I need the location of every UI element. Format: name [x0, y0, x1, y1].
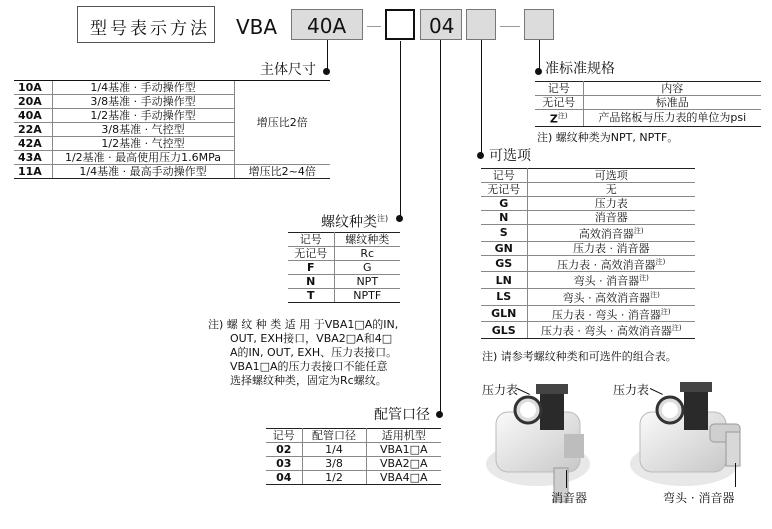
- table-header-row: [288, 233, 400, 247]
- table-row: [481, 197, 695, 211]
- note-mark: 注): [660, 307, 671, 316]
- table-row: [481, 225, 695, 242]
- size-code-cell: 43A: [14, 151, 52, 165]
- table-row: [288, 247, 400, 261]
- thread-code: F: [288, 261, 334, 275]
- table-row: [481, 183, 695, 197]
- size-desc-cell: 1/4基准 · 手动操作型: [52, 81, 234, 95]
- option-text-cell: [527, 288, 695, 305]
- option-text: 弯头 · 高效消音器: [562, 291, 651, 305]
- option-code: S: [481, 225, 527, 242]
- left-gauge-label: 压力表: [482, 383, 519, 397]
- connector-dot-port: [436, 411, 443, 418]
- port-code: 04: [429, 14, 455, 38]
- note-line: 选择螺纹种类，固定为Rc螺纹。: [230, 374, 387, 387]
- thread-type: G: [334, 261, 400, 275]
- right-gauge-label: 压力表: [613, 383, 650, 397]
- thread-title: [321, 211, 388, 231]
- option-code: GS: [481, 255, 527, 272]
- thread-type: Rc: [334, 247, 400, 261]
- size-code: 40A: [307, 14, 347, 38]
- col-header: 可选项: [527, 169, 695, 183]
- size-code-cell: 22A: [14, 123, 52, 137]
- standard-code: 无记号: [535, 96, 583, 110]
- port-model: VBA2□A: [366, 457, 441, 471]
- connector-option: [481, 40, 482, 156]
- port-size: 3/8: [302, 457, 366, 471]
- thread-note: [208, 318, 408, 388]
- standard-title: 准标准规格: [545, 61, 615, 77]
- option-code: LN: [481, 272, 527, 289]
- connector-dot-thread: [396, 215, 403, 222]
- table-row: [266, 443, 441, 457]
- note-mark: 注): [633, 227, 644, 235]
- size-code-cell: 42A: [14, 137, 52, 151]
- note-line: A的IN, OUT, EXH、压力表接口。: [230, 346, 398, 359]
- connector-port: [440, 40, 441, 415]
- port-code: 03: [266, 457, 302, 471]
- standard-code-box: [524, 9, 554, 40]
- option-text-cell: [527, 305, 695, 322]
- standard-table: [535, 81, 761, 127]
- table-row: [481, 272, 695, 289]
- table-row: [481, 211, 695, 225]
- thread-code: N: [288, 275, 334, 289]
- col-header: 螺纹种类: [334, 233, 400, 247]
- size-code-cell: 10A: [14, 81, 52, 95]
- col-header: 内容: [583, 82, 761, 96]
- size-desc-cell: 1/4基准 · 最高手动操作型: [52, 165, 234, 179]
- option-code: GLS: [481, 322, 527, 339]
- option-text-cell: [527, 255, 695, 272]
- connector-thread: [400, 41, 401, 219]
- standard-code: Z: [549, 112, 558, 126]
- option-code-box: [466, 9, 496, 40]
- table-row: [481, 305, 695, 322]
- table-row: [14, 165, 330, 179]
- col-header: 适用机型: [366, 429, 441, 443]
- table-row: [14, 81, 330, 95]
- table-row: [288, 261, 400, 275]
- table-row: [481, 241, 695, 255]
- dash-2: [500, 26, 520, 27]
- connector-dot-option: [477, 152, 484, 159]
- table-row: [481, 288, 695, 305]
- option-code: GN: [481, 241, 527, 255]
- note-mark: 注): [671, 324, 682, 333]
- table-row: [266, 457, 441, 471]
- table-row: [535, 96, 761, 110]
- note-mark: 注): [650, 290, 660, 299]
- option-text: 压力表: [527, 197, 695, 211]
- dash-1: [367, 26, 381, 27]
- option-text: 消音器: [527, 211, 695, 225]
- thread-title-text: 螺纹种类: [321, 214, 377, 231]
- connector-dot-standard: [535, 68, 542, 75]
- port-model: VBA4□A: [366, 471, 441, 485]
- note-mark: 注): [639, 274, 649, 283]
- thread-table: [288, 232, 400, 303]
- table-row: [481, 255, 695, 272]
- thread-type: NPT: [334, 275, 400, 289]
- option-code: LS: [481, 288, 527, 305]
- size-code-cell: 20A: [14, 95, 52, 109]
- option-code: 无记号: [481, 183, 527, 197]
- option-text-cell: [527, 272, 695, 289]
- option-code: G: [481, 197, 527, 211]
- body-size-title: 主体尺寸: [260, 62, 316, 78]
- table-header-row: [266, 429, 441, 443]
- port-size: 1/4: [302, 443, 366, 457]
- option-text: 弯头 · 消音器: [573, 274, 640, 288]
- port-model: VBA1□A: [366, 443, 441, 457]
- option-code: GLN: [481, 305, 527, 322]
- option-text: 压力表 · 高效消音器: [557, 258, 656, 272]
- size-desc-cell: 3/8基准 · 手动操作型: [52, 95, 234, 109]
- col-header: 记号: [481, 169, 527, 183]
- option-text: 无: [527, 183, 695, 197]
- port-code: 02: [266, 443, 302, 457]
- option-text: 压力表 · 弯头 · 消音器: [551, 308, 661, 322]
- port-code: 04: [266, 471, 302, 485]
- standard-note: 注) 螺纹种类为NPT, NPTF。: [537, 131, 679, 144]
- option-text: 压力表 · 消音器: [527, 241, 695, 255]
- options-title: 可选项: [489, 148, 531, 164]
- note-mark: 注): [655, 257, 666, 266]
- left-silencer-label: 消音器: [551, 491, 588, 505]
- size-desc-cell: 1/2基准 · 手动操作型: [52, 109, 234, 123]
- table-row: [481, 322, 695, 339]
- body-size-table: [14, 81, 330, 179]
- page-title: 型号表示方法: [90, 19, 210, 39]
- table-row: [288, 275, 400, 289]
- note-line: OUT, EXH接口，VBA2□A和4□: [230, 332, 393, 345]
- option-code: N: [481, 211, 527, 225]
- col-header: 配管口径: [302, 429, 366, 443]
- pressure-ratio-2-4x: 增压比2~4倍: [234, 165, 330, 179]
- option-text-cell: [527, 225, 695, 242]
- size-code-cell: 11A: [14, 165, 52, 179]
- note-line: VBA1□A的压力表接口不能任意: [230, 360, 388, 373]
- option-text: 高效消音器: [578, 227, 634, 241]
- model-prefix: VBA: [236, 15, 278, 39]
- options-table: [481, 168, 695, 339]
- thread-code: T: [288, 289, 334, 303]
- size-code-cell: 40A: [14, 109, 52, 123]
- standard-text: 标准品: [583, 96, 761, 110]
- size-desc-cell: 1/2基准 · 气控型: [52, 137, 234, 151]
- col-header: 记号: [288, 233, 334, 247]
- left-silencer-leader: [566, 470, 567, 488]
- option-text-cell: [527, 322, 695, 339]
- table-row: [288, 289, 400, 303]
- port-title: 配管口径: [374, 407, 430, 423]
- right-elbow-label: 弯头 · 消音器: [663, 491, 735, 505]
- size-desc-cell: 1/2基准 · 最高使用压力1.6MPa: [52, 151, 234, 165]
- pressure-ratio-2x: 增压比2倍: [234, 81, 330, 165]
- standard-code-z: [535, 110, 583, 127]
- right-elbow-leader: [735, 463, 736, 487]
- table-row: [535, 110, 761, 127]
- thread-code-box: [385, 9, 415, 40]
- standard-text: 产品铭板与压力表的单位为psi: [583, 110, 761, 127]
- thread-title-note-mark: 注): [377, 214, 389, 223]
- port-size: 1/2: [302, 471, 366, 485]
- col-header: 记号: [535, 82, 583, 96]
- col-header: 记号: [266, 429, 302, 443]
- options-note: 注) 请参考螺纹种类和可选件的组合表。: [482, 350, 677, 363]
- connector-dot-size: [323, 68, 330, 75]
- note-mark: 注): [557, 112, 568, 120]
- table-header-row: [535, 82, 761, 96]
- table-header-row: [481, 169, 695, 183]
- thread-type: NPTF: [334, 289, 400, 303]
- note-line: 注) 螺 纹 种 类 适 用 于VBA1□A的IN,: [208, 318, 399, 331]
- port-table: [266, 428, 441, 485]
- thread-code: 无记号: [288, 247, 334, 261]
- table-row: [266, 471, 441, 485]
- size-desc-cell: 3/8基准 · 气控型: [52, 123, 234, 137]
- option-text: 压力表 · 弯头 · 高效消音器: [540, 324, 672, 338]
